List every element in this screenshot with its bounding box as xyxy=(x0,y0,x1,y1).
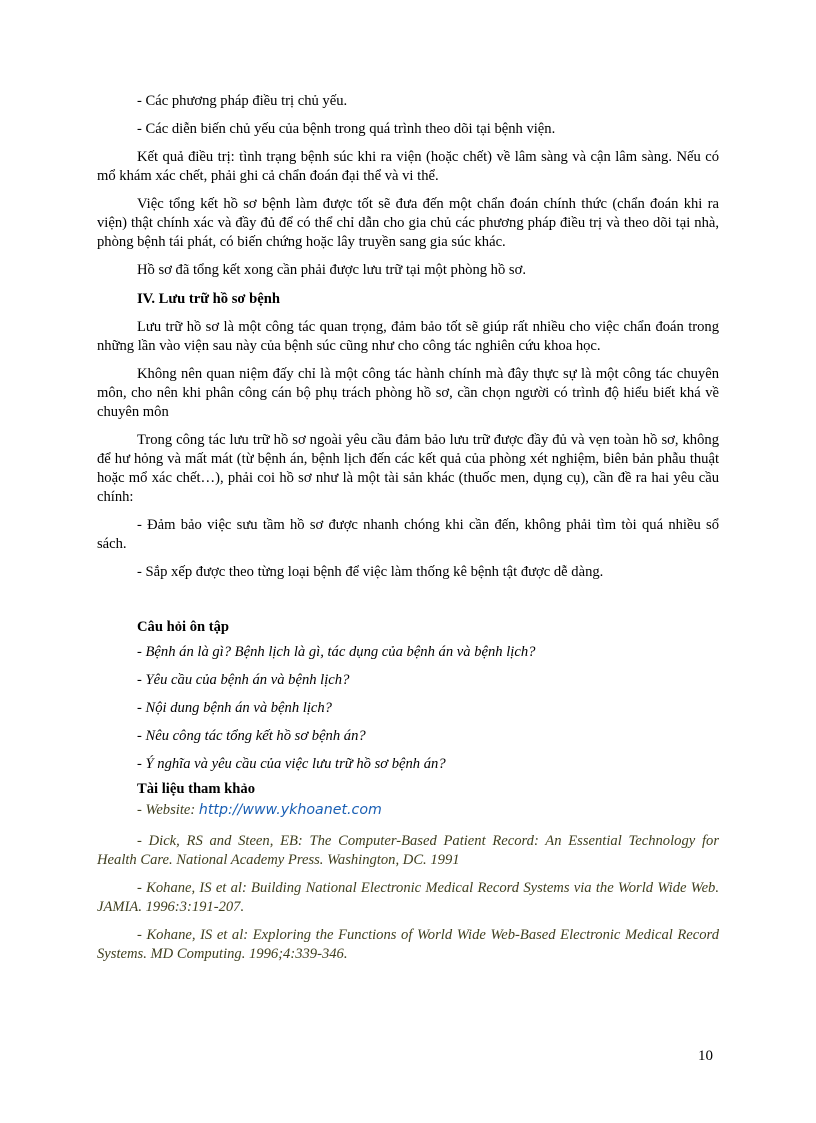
paragraph-treatment-results: Kết quả điều trị: tình trạng bệnh súc khi ra viện (hoặc chết) về lâm sàng và cận lâm sàng. Nếu có mổ khám xác chết, phải ghi cả chẩn đoán đại thể và vi thể. xyxy=(97,149,719,184)
paragraph-treatment-methods: - Các phương pháp điều trị chủ yếu. xyxy=(137,93,348,109)
review-question: - Nêu công tác tổng kết hồ sơ bệnh án? xyxy=(137,728,366,744)
paragraph-storage-requirements: Trong công tác lưu trữ hồ sơ ngoài yêu cầu đảm bảo lưu trữ được đầy đủ và vẹn toàn hồ sơ, không để hư hỏng và mất mát (từ bệnh án, bệnh lịch đến các kết quả của phòng xét nghiệm, biên bản phẫu thuật hoặc mổ xác chết…), phải coi hồ sơ như là một tài sản khác (thuốc men, dụng cụ), cần đề ra hai yêu cầu chính: xyxy=(97,432,719,505)
review-question: - Nội dung bệnh án và bệnh lịch? xyxy=(137,700,332,716)
paragraph-record-summary: Việc tổng kết hồ sơ bệnh làm được tốt sẽ đưa đến một chẩn đoán chính thức (chẩn đoán khi ra viện) thật chính xác và đầy đủ để có thể chỉ dẫn cho gia chủ các phương pháp điều trị và theo dõi tại nhà, phòng bệnh tái phát, có biến chứng hoặc lây truyền sang gia súc khác. xyxy=(97,196,719,250)
references-heading: Tài liệu tham khảo xyxy=(137,781,255,797)
review-questions-heading: Câu hỏi ôn tập xyxy=(137,619,230,635)
website-link[interactable]: http://www.ykhoanet.com xyxy=(198,802,382,818)
paragraph-disease-progression: - Các diễn biến chủ yếu của bệnh trong quá trình theo dõi tại bệnh viện. xyxy=(137,121,556,137)
section-heading-record-storage: IV. Lưu trữ hồ sơ bệnh xyxy=(137,291,280,307)
paragraph-record-storage-note: Hồ sơ đã tổng kết xong cần phải được lưu trữ tại một phòng hồ sơ. xyxy=(137,262,526,278)
reference-item: - Kohane, IS et al: Exploring the Functions of World Wide Web-Based Electronic Medical Record Systems. MD Computing. 1996;4:339-346. xyxy=(97,927,719,962)
reference-item: - Kohane, IS et al: Building National Electronic Medical Record Systems via the World Wide Web. JAMIA. 1996:3:191-207. xyxy=(97,880,719,915)
reference-item: - Dick, RS and Steen, EB: The Computer-Based Patient Record: An Essential Technology for Health Care. National Academy Press. Washington, DC. 1991 xyxy=(97,833,719,868)
reference-website-prefix: - Website: xyxy=(137,802,199,818)
page-number: 10 xyxy=(698,1048,713,1064)
review-question: - Bệnh án là gì? Bệnh lịch là gì, tác dụng của bệnh án và bệnh lịch? xyxy=(137,644,536,660)
paragraph-requirement-sorting: - Sắp xếp được theo từng loại bệnh để việc làm thống kê bệnh tật được dễ dàng. xyxy=(137,564,604,580)
reference-website xyxy=(97,801,719,820)
paragraph-storage-professional: Không nên quan niệm đấy chỉ là một công tác hành chính mà đây thực sự là một công tác chuyên môn, cho nên khi phân công cán bộ phụ trách phòng hồ sơ, cần chọn người có trình độ hiểu biết khá về chuyên môn xyxy=(97,366,719,420)
review-question: - Yêu cầu của bệnh án và bệnh lịch? xyxy=(137,672,350,688)
paragraph-requirement-fast-retrieval: - Đảm bảo việc sưu tầm hồ sơ được nhanh chóng khi cần đến, không phải tìm tòi quá nhiều sổ sách. xyxy=(97,517,719,552)
review-question: - Ý nghĩa và yêu cầu của việc lưu trữ hồ sơ bệnh án? xyxy=(137,756,446,772)
page-content xyxy=(97,92,719,964)
paragraph-storage-importance: Lưu trữ hồ sơ là một công tác quan trọng, đảm bảo tốt sẽ giúp rất nhiều cho việc chẩn đoán trong những lần vào viện sau này của bệnh súc cũng như cho công tác nghiên cứu khoa học. xyxy=(97,319,719,354)
